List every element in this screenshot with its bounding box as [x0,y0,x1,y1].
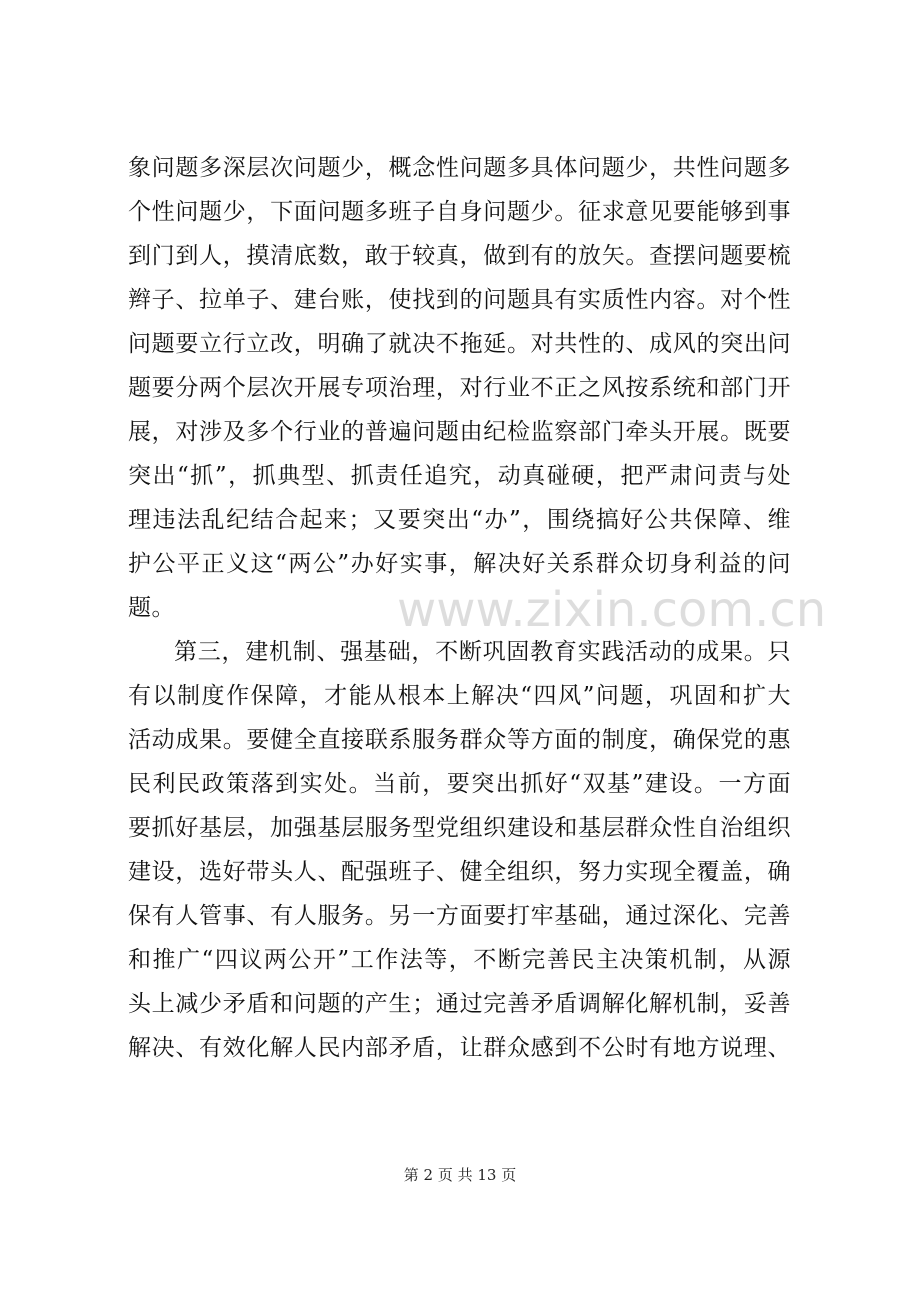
paragraph-line: 题要分两个层次开展专项治理，对行业不正之风按系统和部门开 [128,375,791,401]
paragraph-line: 问题要立行立改，明确了就决不拖延。对共性的、成风的突出问 [128,331,791,357]
paragraph-line: 到门到人，摸清底数，敢于较真，做到有的放矢。查摆问题要梳 [128,243,791,269]
paragraph-line: 有以制度作保障，才能从根本上解决“四风”问题，巩固和扩大 [128,683,791,709]
paragraph-line: 题。 [128,595,175,621]
paragraph-line: 突出“抓”，抓典型、抓责任追究，动真碰硬，把严肃问责与处 [128,463,791,489]
paragraph-line: 头上减少矛盾和问题的产生；通过完善矛盾调解化解机制，妥善 [128,991,791,1017]
paragraph-line: 辫子、拉单子、建台账，使找到的问题具有实质性内容。对个性 [128,287,791,313]
paragraph-line: 个性问题少，下面问题多班子自身问题少。征求意见要能够到事 [128,199,791,225]
paragraph-line: 象问题多深层次问题少，概念性问题多具体问题少，共性问题多 [128,155,791,181]
paragraph-line: 保有人管事、有人服务。另一方面要打牢基础，通过深化、完善 [128,903,791,929]
paragraph-line: 和推广“四议两公开”工作法等，不断完善民主决策机制，从源 [128,947,791,973]
paragraph-line: 要抓好基层，加强基层服务型党组织建设和基层群众性自治组织 [128,815,791,841]
paragraph-line: 理违法乱纪结合起来；又要突出“办”，围绕搞好公共保障、维 [128,507,791,533]
paragraph-line: 活动成果。要健全直接联系服务群众等方面的制度，确保党的惠 [128,727,791,753]
paragraph-line: 民利民政策落到实处。当前，要突出抓好“双基”建设。一方面 [128,771,791,797]
watermark: www.zixin.com.cn [397,582,827,638]
paragraph-first-line: 第三，建机制、强基础，不断巩固教育实践活动的成果。只 [174,639,791,665]
paragraph-line: 展，对涉及多个行业的普遍问题由纪检监察部门牵头开展。既要 [128,419,791,445]
paragraph-line: 建设，选好带头人、配强班子、健全组织，努力实现全覆盖，确 [128,859,791,885]
paragraph-line: 护公平正义这“两公”办好实事，解决好关系群众切身利益的问 [128,551,791,577]
paragraph-line: 解决、有效化解人民内部矛盾，让群众感到不公时有地方说理、 [128,1035,791,1061]
page-footer: 第 2 页 共 13 页 [403,1166,517,1184]
